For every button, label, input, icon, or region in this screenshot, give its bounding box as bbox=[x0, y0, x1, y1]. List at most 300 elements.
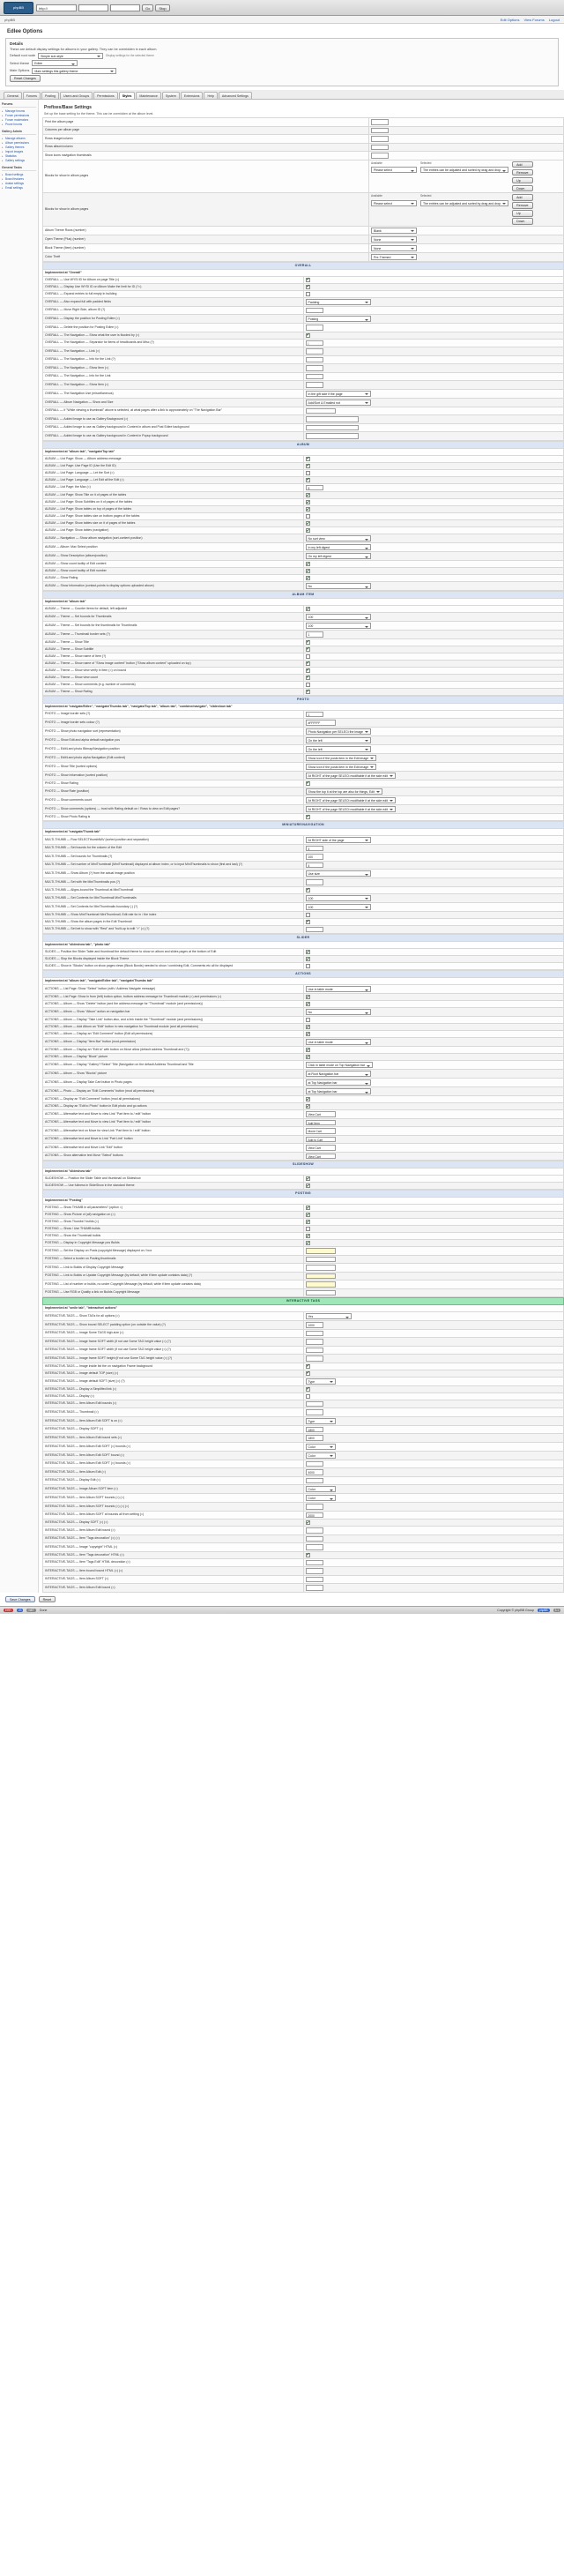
option-label: OVERALL — The Navigation — Separator for items of headboards and Misc (?) bbox=[43, 339, 304, 347]
option-input[interactable] bbox=[371, 128, 389, 134]
block-down-button[interactable]: Down bbox=[512, 218, 532, 225]
option-checkbox[interactable] bbox=[306, 562, 310, 566]
option-select[interactable]: at Root Navigation bar bbox=[306, 1071, 371, 1077]
option-select[interactable]: At RIGHT of the page SELECt modifiable if at the side edit bbox=[306, 797, 396, 803]
option-control bbox=[303, 606, 564, 613]
option-input[interactable]: 4000 bbox=[306, 1469, 323, 1475]
option-label: OVERALL — The Navigation Use (miscellaneous) bbox=[43, 389, 304, 398]
sidebar-item-album-permissions[interactable]: ▸ Album permissions bbox=[2, 140, 36, 145]
table-row bbox=[43, 918, 564, 925]
option-label: ALBUM — Show Description (album/position) bbox=[43, 552, 304, 561]
table-row bbox=[43, 1219, 564, 1226]
option-select[interactable]: On the left bbox=[306, 737, 371, 743]
option-control bbox=[303, 306, 564, 315]
option-input[interactable] bbox=[306, 1504, 323, 1510]
available-list[interactable]: Please select bbox=[371, 167, 417, 173]
sidebar-item-board-features[interactable]: ▸ Board features bbox=[2, 176, 36, 181]
status-chip-js[interactable]: JS bbox=[18, 1609, 22, 1612]
block-add-button[interactable]: Add bbox=[512, 161, 532, 168]
option-label: PHOTO — Show Title (sorted options) bbox=[43, 762, 304, 771]
option-select[interactable]: Type bbox=[306, 1418, 336, 1424]
option-input[interactable] bbox=[371, 145, 389, 151]
option-input[interactable]: 4 bbox=[306, 862, 323, 869]
option-select[interactable]: Photo Navigation per SELECt the image bbox=[306, 728, 371, 735]
sidebar-item-email-settings[interactable]: ▸ Email settings bbox=[2, 185, 36, 190]
sidebar-item-gallery-settings[interactable]: ▸ Gallery settings bbox=[2, 158, 36, 162]
option-select[interactable]: Pre-Themed bbox=[371, 254, 417, 260]
control-wrap bbox=[306, 316, 562, 322]
option-select[interactable]: Blank bbox=[371, 228, 417, 234]
option-input[interactable] bbox=[306, 357, 323, 363]
option-input[interactable]: 1800 bbox=[306, 1427, 323, 1433]
option-label: ALBUM — Theme — Set bounds for the thumbnails for Thumbnails bbox=[43, 622, 304, 631]
option-control bbox=[303, 339, 564, 347]
option-input[interactable] bbox=[306, 382, 323, 388]
option-input[interactable] bbox=[306, 1257, 336, 1263]
section-subheading-row bbox=[43, 1198, 564, 1205]
option-checkbox[interactable] bbox=[306, 514, 310, 519]
option-select[interactable]: Use in table mode bbox=[306, 1039, 371, 1045]
option-input[interactable]: View Cart bbox=[306, 1145, 336, 1151]
option-label: INTERACTIVE-TAGS — Item "Tags decoration" HTML (=) bbox=[43, 1551, 304, 1558]
option-input[interactable] bbox=[306, 1585, 323, 1591]
option-checkbox[interactable] bbox=[306, 1220, 310, 1224]
option-select[interactable]: In the gift side if the page bbox=[306, 391, 371, 397]
option-checkbox[interactable] bbox=[306, 1002, 310, 1006]
option-select[interactable]: at Top Navigation bar bbox=[306, 1079, 371, 1086]
table-row bbox=[43, 355, 564, 364]
option-select[interactable]: On the left bbox=[306, 746, 371, 752]
option-select[interactable]: Color bbox=[306, 1452, 336, 1459]
block-down-button[interactable]: Down bbox=[512, 185, 532, 192]
option-input[interactable] bbox=[306, 1273, 336, 1280]
option-checkbox[interactable] bbox=[306, 957, 310, 961]
option-select[interactable]: Type bbox=[306, 1378, 336, 1385]
option-checkbox[interactable] bbox=[306, 1387, 310, 1392]
table-row bbox=[43, 646, 564, 653]
option-select[interactable]: None bbox=[371, 236, 417, 243]
option-checkbox[interactable] bbox=[306, 493, 310, 497]
tab-permissions[interactable]: Permissions bbox=[93, 92, 118, 99]
table-row bbox=[43, 118, 564, 127]
sidebar-item-avatar-settings[interactable]: ▸ Avatar settings bbox=[2, 181, 36, 185]
sidebar-item-prune-forums[interactable]: ▸ Prune forums bbox=[2, 122, 36, 126]
option-checkbox[interactable] bbox=[306, 815, 310, 819]
option-control bbox=[303, 534, 564, 543]
option-checkbox[interactable] bbox=[306, 690, 310, 694]
option-checkbox[interactable] bbox=[306, 1176, 310, 1181]
option-checkbox[interactable] bbox=[306, 1032, 310, 1036]
option-input[interactable] bbox=[306, 1401, 323, 1407]
option-checkbox[interactable] bbox=[306, 285, 310, 289]
option-input[interactable] bbox=[371, 136, 389, 142]
nav-group-title: Forums bbox=[2, 102, 36, 108]
filter-field[interactable] bbox=[110, 4, 140, 11]
table-row bbox=[43, 710, 564, 719]
option-checkbox[interactable] bbox=[306, 1183, 310, 1188]
default-root-node-select[interactable]: Simple sub-style bbox=[38, 53, 103, 59]
option-checkbox[interactable] bbox=[306, 471, 310, 475]
option-checkbox[interactable] bbox=[306, 507, 310, 511]
option-control bbox=[303, 372, 564, 381]
admin-bar bbox=[0, 16, 564, 24]
option-select[interactable]: Use in table mode bbox=[306, 986, 371, 992]
control-wrap bbox=[306, 986, 562, 992]
option-control bbox=[303, 878, 564, 887]
option-checkbox[interactable] bbox=[306, 457, 310, 461]
option-input[interactable]: | bbox=[306, 340, 323, 347]
status-chip-err[interactable]: ERR bbox=[5, 1609, 11, 1612]
option-input[interactable] bbox=[306, 425, 359, 431]
option-select[interactable]: Padding bbox=[306, 299, 371, 305]
option-label: ACTIONS — Display an "Edit to Photo" button in Edit photo and go actions bbox=[43, 1103, 304, 1110]
table-row bbox=[43, 499, 564, 506]
option-select[interactable]: 100 bbox=[306, 623, 371, 629]
option-input[interactable]: Add Item bbox=[306, 1120, 336, 1126]
option-control bbox=[303, 1416, 564, 1425]
select-theme-label: Select theme bbox=[10, 61, 30, 65]
available-list[interactable]: Please select bbox=[371, 200, 417, 206]
option-select[interactable]: At RIGHT of the page SELECt modifiable if at the side edit bbox=[306, 806, 396, 812]
section-subheading: Implemented at "slideshow tab" bbox=[43, 1169, 564, 1176]
control-wrap bbox=[306, 1018, 562, 1022]
tab-help[interactable]: Help bbox=[204, 92, 217, 99]
option-checkbox[interactable] bbox=[306, 607, 310, 611]
option-checkbox[interactable] bbox=[306, 521, 310, 526]
option-control bbox=[303, 870, 564, 878]
link-edit-options[interactable]: Edit Options bbox=[500, 17, 520, 22]
option-control bbox=[303, 1312, 564, 1321]
option-input[interactable]: Move Cart bbox=[306, 1128, 336, 1134]
option-checkbox[interactable] bbox=[306, 964, 310, 968]
section-banner-label: SLIDER bbox=[43, 935, 564, 942]
option-control bbox=[369, 152, 564, 161]
option-select[interactable]: 100 bbox=[306, 904, 371, 910]
option-input[interactable]: 5 bbox=[306, 485, 323, 491]
option-control bbox=[303, 660, 564, 667]
option-checkbox[interactable] bbox=[306, 1104, 310, 1109]
table-row bbox=[43, 1264, 564, 1273]
option-select[interactable]: at Top Navigation bar bbox=[306, 1088, 371, 1094]
option-control bbox=[303, 1434, 564, 1443]
option-checkbox[interactable] bbox=[306, 528, 310, 533]
control-wrap bbox=[306, 1401, 562, 1407]
control-wrap bbox=[306, 1097, 562, 1101]
option-checkbox[interactable] bbox=[306, 1364, 310, 1369]
option-input[interactable] bbox=[306, 879, 323, 885]
option-label: Open Theme (Plus) (number) bbox=[43, 235, 369, 243]
option-select[interactable]: No bbox=[306, 1009, 371, 1015]
section-subheading: Implemented at "Posting" bbox=[43, 1198, 564, 1205]
option-input[interactable] bbox=[306, 365, 323, 371]
option-checkbox[interactable] bbox=[306, 781, 310, 786]
option-select[interactable]: Posting bbox=[306, 316, 371, 322]
table-row bbox=[43, 160, 564, 193]
table-row bbox=[43, 407, 564, 415]
option-input[interactable] bbox=[306, 1544, 323, 1550]
option-select[interactable]: Color bbox=[306, 1486, 336, 1492]
option-input[interactable] bbox=[371, 153, 389, 159]
control-wrap bbox=[306, 895, 562, 901]
option-input[interactable]: #FFFFFF bbox=[306, 720, 336, 726]
status-copyright: Copyright © phpBB Group bbox=[497, 1609, 534, 1612]
option-select[interactable]: In my left digest bbox=[306, 544, 371, 550]
sidebar-item-forum-permissions[interactable]: ▸ Forum permissions bbox=[2, 113, 36, 117]
option-select[interactable]: No sort view bbox=[306, 535, 371, 541]
option-select[interactable]: Show icon if the posts item in the Edit image bbox=[306, 764, 377, 770]
option-input[interactable] bbox=[306, 416, 359, 422]
left-navigation bbox=[0, 100, 39, 1593]
option-checkbox[interactable] bbox=[306, 569, 310, 573]
option-label: ACTIONS — Album — Display "Block" picture bbox=[43, 1054, 304, 1061]
control-wrap bbox=[306, 888, 562, 892]
option-select[interactable]: 100 bbox=[306, 614, 371, 620]
address-field[interactable]: http:// bbox=[36, 4, 77, 11]
reset-changes-button[interactable]: Reset Changes bbox=[10, 75, 41, 82]
table-row bbox=[43, 126, 564, 135]
option-checkbox[interactable] bbox=[306, 1213, 310, 1217]
option-select[interactable]: Use size bbox=[306, 870, 371, 877]
option-control bbox=[303, 1118, 564, 1127]
option-label: ACTIONS — Album — Display "Take Link" button also, and a link inside the "Thumbnail" module (and permissions)) bbox=[43, 1017, 304, 1024]
go-button[interactable]: Go bbox=[142, 4, 153, 11]
table-row bbox=[43, 476, 564, 483]
option-checkbox[interactable] bbox=[306, 1234, 310, 1238]
option-input[interactable] bbox=[306, 1568, 323, 1574]
option-select[interactable]: 100 bbox=[306, 895, 371, 901]
option-checkbox[interactable] bbox=[306, 1206, 310, 1210]
table-row bbox=[43, 1240, 564, 1247]
option-input[interactable]: 1800 bbox=[306, 1435, 323, 1441]
option-control bbox=[303, 347, 564, 356]
option-checkbox[interactable] bbox=[306, 888, 310, 892]
option-checkbox[interactable] bbox=[306, 654, 310, 659]
option-input[interactable] bbox=[371, 119, 389, 125]
option-checkbox[interactable] bbox=[306, 676, 310, 680]
search-field[interactable] bbox=[78, 4, 108, 11]
option-input[interactable]: 2000 bbox=[306, 1512, 323, 1519]
option-checkbox[interactable] bbox=[306, 1048, 310, 1052]
tab-advanced-settings[interactable]: Advanced Settings bbox=[219, 92, 252, 99]
sidebar-item-forum-moderators[interactable]: ▸ Forum moderators bbox=[2, 117, 36, 122]
option-input[interactable] bbox=[306, 1265, 336, 1271]
control-wrap bbox=[371, 145, 561, 151]
option-input[interactable] bbox=[306, 1339, 323, 1345]
admin-tab-strip bbox=[0, 90, 564, 100]
option-control bbox=[303, 476, 564, 483]
option-control bbox=[303, 667, 564, 674]
table-row bbox=[43, 985, 564, 994]
option-checkbox[interactable] bbox=[306, 278, 310, 282]
selected-list[interactable]: The entries can be adjusted and sorted by drag and drop bbox=[420, 167, 508, 173]
option-checkbox[interactable] bbox=[306, 668, 310, 673]
option-checkbox[interactable] bbox=[306, 1520, 310, 1525]
option-input[interactable] bbox=[306, 308, 323, 314]
option-input[interactable] bbox=[306, 1248, 336, 1254]
link-logout[interactable]: Logout bbox=[548, 17, 560, 22]
option-checkbox[interactable] bbox=[306, 478, 310, 482]
option-input[interactable] bbox=[306, 1560, 323, 1566]
option-select[interactable]: Color bbox=[306, 1495, 336, 1501]
sidebar-item-import-images[interactable]: ▸ Import images bbox=[2, 149, 36, 153]
option-input[interactable]: View Cart bbox=[306, 1154, 336, 1160]
tab-posting[interactable]: Posting bbox=[41, 92, 59, 99]
option-control bbox=[303, 1363, 564, 1370]
sidebar-item-manage-albums[interactable]: ▸ Manage albums bbox=[2, 136, 36, 140]
table-row bbox=[43, 1338, 564, 1347]
table-row bbox=[43, 1494, 564, 1503]
option-input[interactable] bbox=[306, 1577, 323, 1583]
option-input[interactable]: 1000 bbox=[306, 1322, 323, 1328]
selected-list[interactable]: The entries can be adjusted and sorted by drag and drop bbox=[420, 200, 508, 206]
option-checkbox[interactable] bbox=[306, 1055, 310, 1059]
table-row bbox=[43, 1370, 564, 1377]
option-input[interactable] bbox=[306, 927, 323, 933]
option-checkbox[interactable] bbox=[306, 1227, 310, 1231]
option-label: MULTI-THUMB — Show Album (?) from the actual image position bbox=[43, 870, 304, 878]
block-up-button[interactable]: Up bbox=[512, 210, 532, 217]
control-wrap bbox=[306, 614, 562, 620]
option-control bbox=[369, 226, 564, 235]
table-row bbox=[43, 527, 564, 534]
option-input[interactable] bbox=[306, 1281, 336, 1288]
option-select[interactable]: On my left digest bbox=[306, 553, 371, 559]
option-label: ACTIONS — Album — Display Take Cart button in Photo pages bbox=[43, 1079, 304, 1087]
section-subheading: Implemented at "album tab" bbox=[43, 599, 564, 606]
option-control bbox=[303, 1511, 564, 1519]
option-input[interactable] bbox=[306, 1478, 323, 1484]
option-input[interactable] bbox=[306, 1348, 323, 1354]
option-label: MULTI-THUMB — Set with the MiniThumbnails pos (?) bbox=[43, 878, 304, 887]
option-label: ACTIONS — Alternative text and Move to Link "Part Link" button bbox=[43, 1135, 304, 1144]
option-checkbox[interactable] bbox=[306, 913, 310, 917]
option-checkbox[interactable] bbox=[306, 1241, 310, 1245]
sidebar-item-board-settings[interactable]: ▸ Board settings bbox=[2, 172, 36, 176]
control-wrap bbox=[306, 425, 562, 431]
option-checkbox[interactable] bbox=[306, 647, 310, 652]
option-checkbox[interactable] bbox=[306, 640, 310, 645]
option-input[interactable] bbox=[306, 374, 323, 380]
table-row bbox=[43, 949, 564, 956]
option-input[interactable]: Add to Cart bbox=[306, 1137, 336, 1143]
option-checkbox[interactable] bbox=[306, 995, 310, 999]
option-checkbox[interactable] bbox=[306, 292, 310, 296]
link-view-forums[interactable]: View Forums bbox=[523, 17, 545, 22]
option-input[interactable] bbox=[306, 1409, 323, 1415]
option-control bbox=[303, 804, 564, 813]
tab-users-and-groups[interactable]: Users and Groups bbox=[60, 92, 93, 99]
option-input[interactable] bbox=[306, 1290, 336, 1296]
option-select[interactable]: Click in table mode on Top Navigation bar bbox=[306, 1062, 374, 1068]
table-row bbox=[43, 1460, 564, 1468]
tab-general[interactable]: General bbox=[4, 92, 22, 99]
option-select[interactable]: None bbox=[371, 245, 417, 251]
settings-table bbox=[42, 441, 564, 592]
option-checkbox[interactable] bbox=[306, 661, 310, 666]
option-select[interactable]: No bbox=[306, 583, 371, 589]
option-input[interactable] bbox=[306, 348, 323, 355]
option-checkbox[interactable] bbox=[306, 683, 310, 687]
option-select[interactable]: Yes bbox=[306, 1313, 352, 1319]
option-checkbox[interactable] bbox=[306, 464, 310, 468]
option-checkbox[interactable] bbox=[306, 1394, 310, 1399]
tab-styles[interactable]: Styles bbox=[119, 92, 136, 99]
option-checkbox[interactable] bbox=[306, 333, 310, 338]
reset-button[interactable]: Reset bbox=[39, 1596, 56, 1603]
option-input[interactable] bbox=[306, 1527, 323, 1534]
tab-extensions[interactable]: Extensions bbox=[181, 92, 204, 99]
option-select[interactable]: At RIGHT side of the page bbox=[306, 837, 371, 843]
option-label: INTERACTIVE-TAGS — Item Album Edit SOFT (=) bounds (=) bbox=[43, 1442, 304, 1451]
option-checkbox[interactable] bbox=[306, 950, 310, 954]
tab-forums[interactable]: Forums bbox=[23, 92, 41, 99]
block-add-button[interactable]: Add bbox=[512, 194, 532, 201]
control-wrap bbox=[306, 1409, 562, 1415]
block-remove-button[interactable]: Remove bbox=[512, 202, 532, 209]
option-input[interactable] bbox=[306, 1355, 323, 1362]
option-checkbox[interactable] bbox=[306, 1018, 310, 1022]
option-select[interactable]: At RIGHT of the page SELECt modifiable if at the side edit bbox=[306, 773, 396, 779]
option-input[interactable]: 1 bbox=[306, 631, 323, 638]
sidebar-item-gallery-themes[interactable]: ▸ Gallery themes bbox=[2, 145, 36, 149]
option-select[interactable]: Show the top it at the top are also for things, Edit bbox=[306, 788, 383, 795]
select-theme-select[interactable]: Edlee bbox=[32, 60, 78, 66]
main-options-select[interactable]: Main settings this gallery theme bbox=[32, 68, 116, 74]
option-input[interactable]: View Cart bbox=[306, 1111, 336, 1117]
sidebar-item-statistics[interactable]: ▸ Statistics bbox=[2, 153, 36, 158]
option-control bbox=[303, 575, 564, 582]
tab-system[interactable]: System bbox=[162, 92, 180, 99]
option-input[interactable] bbox=[306, 433, 359, 439]
option-select[interactable]: Color bbox=[306, 1444, 336, 1450]
option-label: ALBUM — Show Information (contact-points to display options uploaded above) bbox=[43, 582, 304, 591]
tab-maintenance[interactable]: Maintenance bbox=[136, 92, 161, 99]
option-input[interactable]: 4 bbox=[306, 846, 323, 852]
option-input[interactable]: 100 bbox=[306, 854, 323, 860]
option-input[interactable] bbox=[306, 1461, 323, 1467]
table-row bbox=[43, 667, 564, 674]
table-row bbox=[43, 324, 564, 332]
option-input[interactable]: 1 bbox=[306, 712, 323, 718]
stop-button[interactable]: Stop bbox=[155, 4, 169, 11]
option-input[interactable] bbox=[306, 1331, 323, 1337]
option-input[interactable] bbox=[306, 325, 323, 331]
sidebar-item-manage-forums[interactable]: ▸ Manage forums bbox=[2, 108, 36, 113]
status-chip-net[interactable]: NET bbox=[28, 1609, 34, 1612]
option-checkbox[interactable] bbox=[306, 1553, 310, 1557]
option-checkbox[interactable] bbox=[306, 500, 310, 504]
option-control bbox=[303, 902, 564, 911]
block-up-button[interactable]: Up bbox=[512, 177, 532, 184]
option-select[interactable]: Show icon if the posts item in the Edit image bbox=[306, 755, 377, 761]
option-checkbox[interactable] bbox=[306, 1025, 310, 1029]
option-select[interactable]: Add/Sort & Emailed not bbox=[306, 399, 371, 406]
option-checkbox[interactable] bbox=[306, 576, 310, 580]
save-changes-button[interactable]: Save Changes bbox=[5, 1596, 35, 1603]
option-checkbox[interactable] bbox=[306, 920, 310, 924]
option-label: POSTING — Show THUMB in all parameters? (option =) bbox=[43, 1205, 304, 1212]
control-wrap bbox=[306, 1553, 562, 1557]
block-remove-button[interactable]: Remove bbox=[512, 169, 532, 176]
option-input[interactable] bbox=[306, 1536, 323, 1542]
settings-table bbox=[42, 1161, 564, 1190]
option-checkbox[interactable] bbox=[306, 1371, 310, 1376]
table-row bbox=[43, 813, 564, 820]
option-control bbox=[303, 787, 564, 795]
option-checkbox[interactable] bbox=[306, 1097, 310, 1101]
option-input[interactable] bbox=[306, 408, 336, 414]
control-wrap bbox=[306, 308, 562, 314]
